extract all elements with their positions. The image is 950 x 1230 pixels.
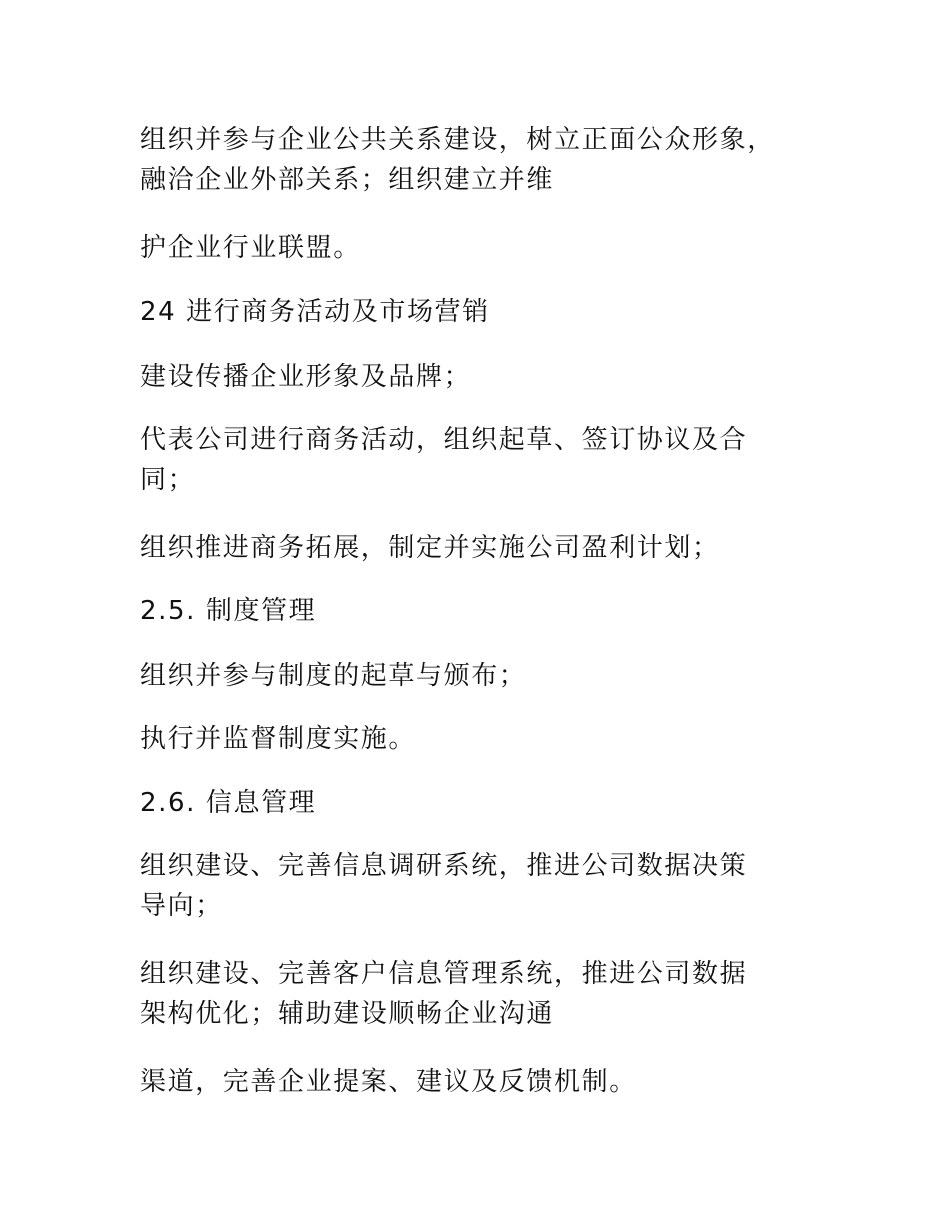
- section-heading-system-management: [140, 591, 830, 631]
- text-line: 建设传播企业形象及品牌；: [140, 362, 472, 392]
- text-line: 组织建设、完善客户信息管理系统，推进公司数据: [140, 959, 748, 989]
- paragraph-customer-info: [140, 954, 830, 1034]
- paragraph-business-expansion: [140, 528, 830, 568]
- paragraph-industry-alliance: [140, 228, 830, 268]
- text-line: 护企业行业联盟。: [140, 233, 361, 263]
- text-line: 2.6. 信息管理: [140, 788, 317, 818]
- text-line: 24 进行商务活动及市场营销: [140, 297, 490, 327]
- text-line: 渠道，完善企业提案、建议及反馈机制。: [140, 1067, 637, 1097]
- text-line: 融洽企业外部关系；组织建立并维: [140, 165, 555, 195]
- section-heading-business: [140, 292, 830, 332]
- text-line: 同；: [140, 465, 196, 495]
- paragraph-system-drafting: [140, 656, 830, 696]
- text-line: 执行并监督制度实施。: [140, 724, 417, 754]
- paragraph-public-relations: [140, 120, 830, 200]
- text-line: 架构优化；辅助建设顺畅企业沟通: [140, 999, 555, 1029]
- paragraph-feedback-mechanism: [140, 1062, 830, 1102]
- text-line: 组织并参与制度的起草与颁布；: [140, 661, 527, 691]
- text-line: 组织推进商务拓展，制定并实施公司盈利计划；: [140, 533, 720, 563]
- text-line: 组织建设、完善信息调研系统，推进公司数据决策: [140, 851, 748, 881]
- section-heading-information-management: [140, 783, 830, 823]
- text-line: 代表公司进行商务活动，组织起草、签订协议及合: [140, 425, 748, 455]
- paragraph-brand: [140, 357, 830, 397]
- paragraph-business-activities: [140, 420, 830, 500]
- text-line: 导向；: [140, 891, 223, 921]
- text-line: 组织并参与企业公共关系建设，树立正面公众形象，: [140, 125, 775, 155]
- text-line: 2.5. 制度管理: [140, 596, 317, 626]
- paragraph-system-execution: [140, 719, 830, 759]
- paragraph-info-research: [140, 846, 830, 926]
